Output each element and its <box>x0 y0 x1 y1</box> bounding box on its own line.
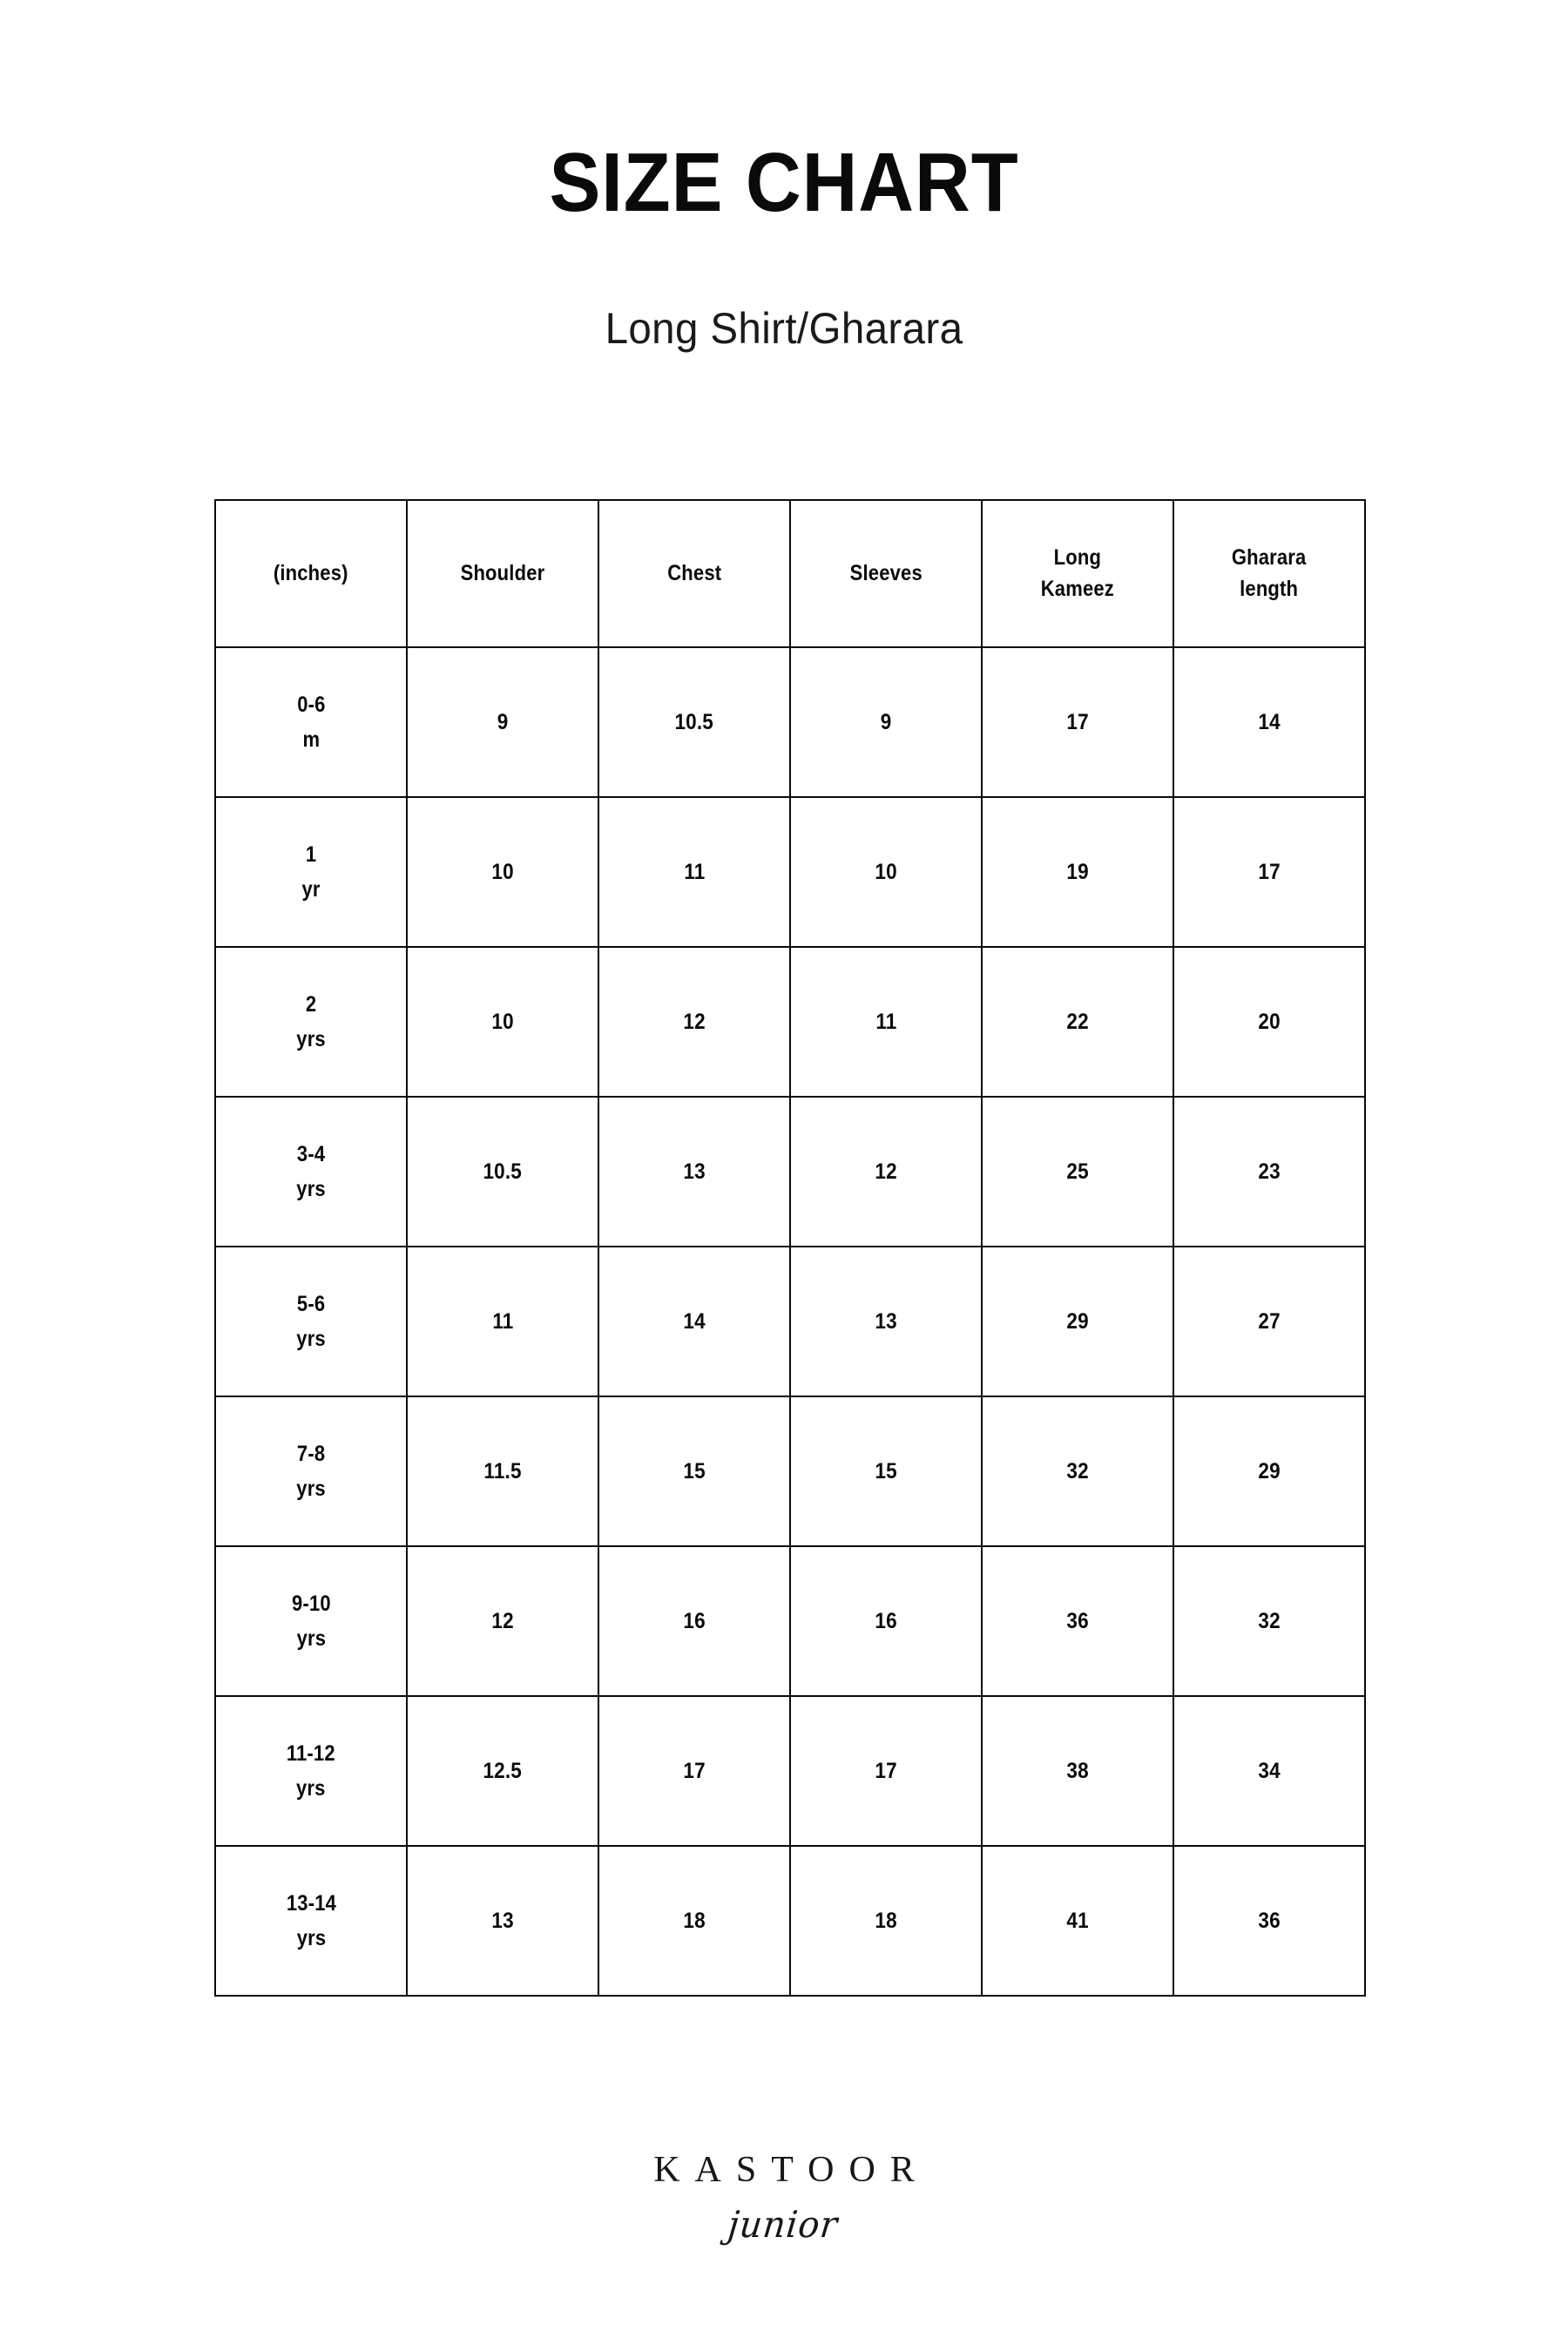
sleeves-cell <box>790 1696 982 1846</box>
sleeves-cell <box>790 1846 982 1996</box>
size-table-container <box>214 499 1353 1997</box>
size-value: 11-12 <box>287 1740 335 1766</box>
cell-value: 10.5 <box>674 710 714 734</box>
shoulder-cell <box>407 947 598 1097</box>
long-kameez-cell <box>982 1247 1173 1396</box>
table-row <box>215 1846 1365 1996</box>
gharara-length-cell <box>1173 1546 1365 1696</box>
table-header-row <box>215 500 1365 647</box>
table-row <box>215 1097 1365 1247</box>
cell-value: 22 <box>1066 1010 1089 1034</box>
size-value: 0-6 <box>296 692 326 717</box>
shoulder-cell <box>407 1696 598 1846</box>
cell-value: 32 <box>1066 1459 1089 1484</box>
cell-value: 13 <box>683 1159 706 1184</box>
cell-value: 14 <box>683 1309 706 1334</box>
cell-value: 16 <box>875 1609 897 1633</box>
size-value: 9-10 <box>291 1591 331 1616</box>
page-subtitle: Long Shirt/Gharara <box>605 303 963 353</box>
size-cell <box>215 947 407 1097</box>
size-unit: yrs <box>296 1177 326 1201</box>
cell-value: 15 <box>875 1459 897 1484</box>
gharara-length-cell <box>1173 1846 1365 1996</box>
size-cell <box>215 1247 407 1396</box>
column-header-label-line1: Long <box>1053 545 1102 570</box>
sleeves-cell <box>790 647 982 797</box>
gharara-length-cell <box>1173 1396 1365 1546</box>
size-chart-table <box>214 499 1366 1997</box>
chest-cell <box>598 1247 790 1396</box>
gharara-length-cell <box>1173 947 1365 1097</box>
cell-value: 11 <box>875 1010 897 1034</box>
size-unit: yrs <box>296 1926 326 1950</box>
size-cell <box>215 1696 407 1846</box>
cell-value: 13 <box>875 1309 897 1334</box>
cell-value: 12 <box>491 1609 514 1633</box>
cell-value: 20 <box>1258 1010 1281 1034</box>
size-value: 3-4 <box>296 1141 326 1166</box>
size-unit: m <box>302 727 320 752</box>
table-row <box>215 797 1365 947</box>
sleeves-cell <box>790 1097 982 1247</box>
size-unit: yr <box>301 877 321 902</box>
cell-value: 18 <box>683 1909 706 1933</box>
size-unit: yrs <box>296 1327 326 1351</box>
table-body <box>215 647 1365 1996</box>
column-header-shoulder <box>407 500 598 647</box>
column-header-chest <box>598 500 790 647</box>
cell-value: 34 <box>1258 1759 1281 1783</box>
gharara-length-cell <box>1173 647 1365 797</box>
table-row <box>215 1696 1365 1846</box>
page-title: SIZE CHART <box>549 136 1019 229</box>
shoulder-cell <box>407 1247 598 1396</box>
column-header-label: Sleeves <box>849 560 923 585</box>
shoulder-cell <box>407 1846 598 1996</box>
long-kameez-cell <box>982 1396 1173 1546</box>
cell-value: 12 <box>875 1159 897 1184</box>
size-unit: yrs <box>296 1776 326 1801</box>
gharara-length-cell <box>1173 1247 1365 1396</box>
cell-value: 10 <box>875 860 897 884</box>
table-header <box>215 500 1365 647</box>
cell-value: 18 <box>875 1909 897 1933</box>
size-value: 7-8 <box>296 1441 326 1466</box>
cell-value: 14 <box>1258 710 1281 734</box>
column-header-gharara-length <box>1173 500 1365 647</box>
chest-cell <box>598 1546 790 1696</box>
cell-value: 16 <box>683 1609 706 1633</box>
sleeves-cell <box>790 1247 982 1396</box>
cell-value: 27 <box>1258 1309 1281 1334</box>
cell-value: 9 <box>497 710 509 734</box>
gharara-length-cell <box>1173 1097 1365 1247</box>
table-row <box>215 947 1365 1097</box>
long-kameez-cell <box>982 1696 1173 1846</box>
cell-value: 12.5 <box>483 1759 523 1783</box>
long-kameez-cell <box>982 1097 1173 1247</box>
chest-cell <box>598 1846 790 1996</box>
long-kameez-cell <box>982 1546 1173 1696</box>
long-kameez-cell <box>982 647 1173 797</box>
cell-value: 17 <box>1258 860 1281 884</box>
cell-value: 23 <box>1258 1159 1281 1184</box>
cell-value: 11.5 <box>483 1459 522 1484</box>
shoulder-cell <box>407 797 598 947</box>
shoulder-cell <box>407 1396 598 1546</box>
gharara-length-cell <box>1173 797 1365 947</box>
cell-value: 13 <box>491 1909 514 1933</box>
size-cell <box>215 797 407 947</box>
sleeves-cell <box>790 1396 982 1546</box>
size-cell <box>215 1846 407 1996</box>
cell-value: 11 <box>683 860 706 884</box>
page-header <box>0 136 1568 355</box>
cell-value: 10 <box>491 1010 514 1034</box>
chest-cell <box>598 797 790 947</box>
gharara-length-cell <box>1173 1696 1365 1846</box>
cell-value: 10.5 <box>483 1159 523 1184</box>
column-header-inches <box>215 500 407 647</box>
cell-value: 9 <box>880 710 892 734</box>
brand-sub-label: junior <box>726 2204 841 2247</box>
cell-value: 17 <box>683 1759 706 1783</box>
chest-cell <box>598 1396 790 1546</box>
cell-value: 19 <box>1066 860 1089 884</box>
size-unit: yrs <box>296 1027 326 1051</box>
long-kameez-cell <box>982 797 1173 947</box>
size-value: 1 <box>305 841 317 867</box>
chest-cell <box>598 1097 790 1247</box>
column-header-label: Chest <box>666 560 722 585</box>
column-header-label: Shoulder <box>460 560 545 585</box>
chest-cell <box>598 947 790 1097</box>
column-header-sleeves <box>790 500 982 647</box>
cell-value: 36 <box>1258 1909 1281 1933</box>
cell-value: 12 <box>683 1010 706 1034</box>
table-row <box>215 1546 1365 1696</box>
cell-value: 29 <box>1066 1309 1089 1334</box>
column-header-label-line2: length <box>1240 576 1299 601</box>
shoulder-cell <box>407 1097 598 1247</box>
shoulder-cell <box>407 1546 598 1696</box>
size-cell <box>215 1097 407 1247</box>
column-header-long-kameez <box>982 500 1173 647</box>
cell-value: 32 <box>1258 1609 1281 1633</box>
cell-value: 11 <box>491 1309 514 1334</box>
sleeves-cell <box>790 797 982 947</box>
table-row <box>215 647 1365 797</box>
chest-cell <box>598 647 790 797</box>
cell-value: 29 <box>1258 1459 1281 1484</box>
size-unit: yrs <box>296 1477 326 1501</box>
cell-value: 36 <box>1066 1609 1089 1633</box>
size-value: 2 <box>305 991 317 1017</box>
brand-name: KASTOOR <box>653 2150 929 2190</box>
shoulder-cell <box>407 647 598 797</box>
long-kameez-cell <box>982 1846 1173 1996</box>
size-value: 13-14 <box>286 1890 336 1916</box>
long-kameez-cell <box>982 947 1173 1097</box>
size-unit: yrs <box>296 1626 326 1651</box>
table-row <box>215 1396 1365 1546</box>
column-header-label-line2: Kameez <box>1040 576 1115 601</box>
sleeves-cell <box>790 1546 982 1696</box>
cell-value: 10 <box>491 860 514 884</box>
cell-value: 25 <box>1066 1159 1089 1184</box>
table-row <box>215 1247 1365 1396</box>
size-cell <box>215 1546 407 1696</box>
cell-value: 17 <box>875 1759 897 1783</box>
cell-value: 41 <box>1066 1909 1089 1933</box>
size-value: 5-6 <box>296 1291 326 1316</box>
size-cell <box>215 1396 407 1546</box>
chest-cell <box>598 1696 790 1846</box>
sleeves-cell <box>790 947 982 1097</box>
cell-value: 15 <box>683 1459 706 1484</box>
size-cell <box>215 647 407 797</box>
column-header-label: (inches) <box>274 560 348 585</box>
column-header-label-line1: Gharara <box>1232 545 1307 570</box>
cell-value: 17 <box>1066 710 1089 734</box>
brand-logo <box>0 2150 1568 2247</box>
cell-value: 38 <box>1066 1759 1089 1783</box>
